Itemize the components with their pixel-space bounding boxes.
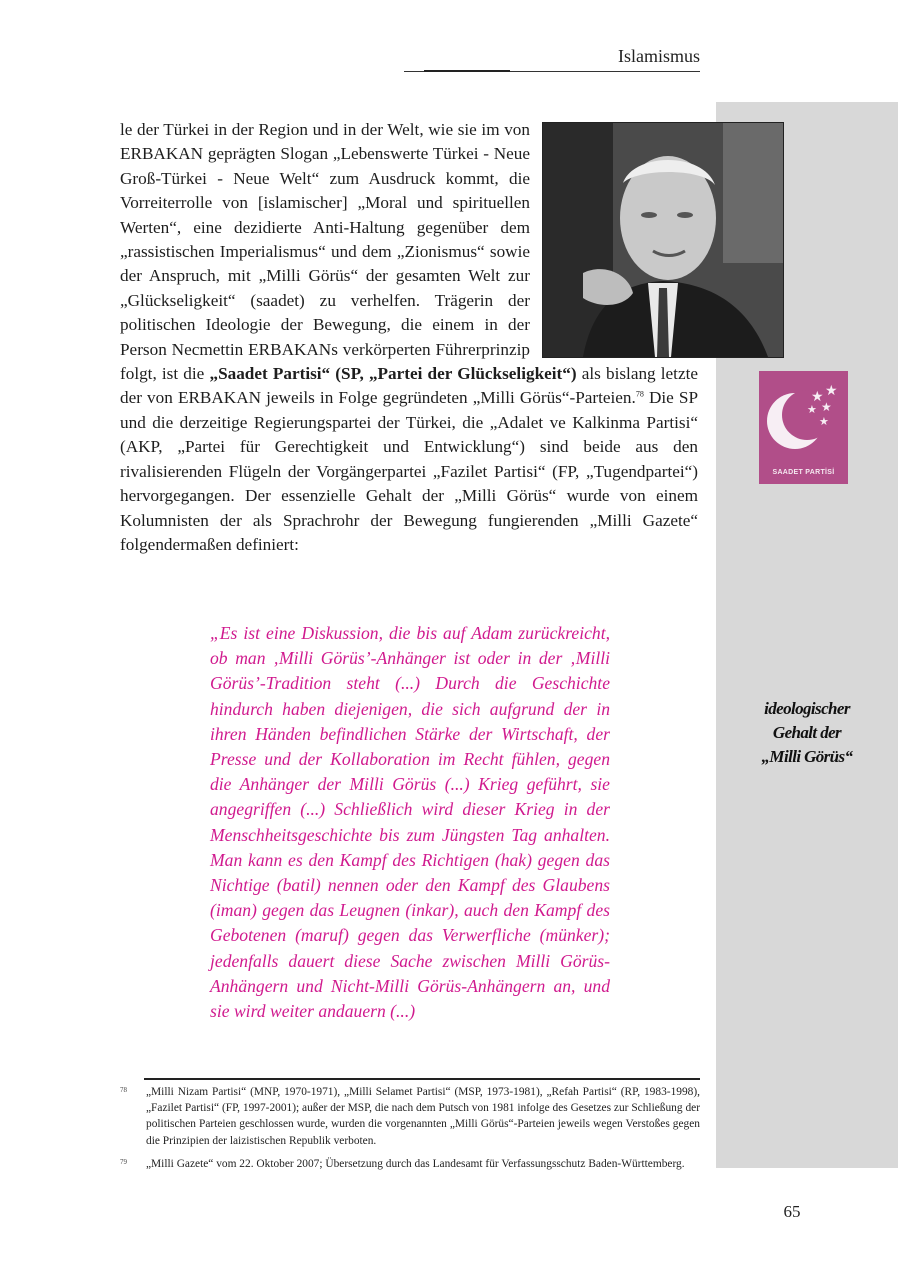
footnote-number: 79: [120, 1158, 127, 1166]
svg-text:★: ★: [825, 383, 838, 399]
body-text-part-3: Die SP und die derzeitige Regierungspartei der Türkei, die „Adalet ve Kalkinma Partisi“ (AKP, „Partei für Gerechtigkeit und Entwicklung“) sind beide aus den rivalisierenden Flügeln der Vorgängerpartei „Fazilet Partisi“ (FP, „Tugendpartei“) hervorgegangen. Der essenzielle Gehalt der „Milli Görüs“ wurde von einem Kolumnisten der als Sprachrohr der Bewegung fungierenden „Milli Gazete“ folgendermaßen definiert:: [120, 388, 698, 554]
footnote-number: 78: [120, 1086, 127, 1094]
svg-text:★: ★: [811, 389, 824, 405]
margin-note: [722, 697, 892, 769]
photo-wrap-space: [530, 118, 698, 362]
footnote-ref-78[interactable]: 78: [635, 389, 644, 399]
body-text-part-1: le der Türkei in der Region und in der Welt, wie sie im von ERBAKAN geprägten Slogan „Lebenswerte Türkei - Neue Groß-Türkei - Neue Welt“ zum Ausdruck kommt, die Vorreiterrolle von [islamischer] „Moral und spirituellen Werten“, eine dezidierte Anti-Haltung gegenüber dem „rassistischen Imperialismus“ und dem „Zionismus“ sowie der Anspruch, mit „Milli Görüs“ der gesamten Welt zur „Glückseligkeit“ (saadet) zu verhelfen. Trägerin der politischen Ideologie der Bewegung, die einem in der Person Necmettin ERBAKANs verkörperten Führerprinzip folgt, ist die: [120, 120, 530, 384]
crescent-stars-icon: [759, 371, 848, 461]
footnote-79: „Milli Gazete“ vom 22. Oktober 2007; Übersetzung durch das Landesamt für Verfassungsschutz Baden-Württemberg.: [146, 1158, 685, 1170]
page-number: 65: [783, 1202, 801, 1221]
svg-text:★: ★: [821, 400, 832, 414]
margin-note-line-1: ideologischer: [764, 699, 850, 718]
svg-text:★: ★: [807, 403, 817, 416]
footnote-rule: [144, 1078, 700, 1080]
margin-note-line-2: Gehalt der: [772, 723, 842, 742]
header-rule-accent: [424, 70, 510, 72]
logo-label: SAADET PARTİSİ: [772, 469, 835, 476]
block-quote: „Es ist eine Diskussion, die bis auf Adam zurückreicht, ob man ‚Milli Görüs’-Anhänger ist oder in der ‚Milli Görüs’-Tradition steht (...) Durch die Geschichte hindurch haben diejenigen, die sich aufgrund der in ihren Händen befindlichen Stärke der Wirtschaft, der Presse und der Kollaboration im Recht fühlen, gegen die Anhänger der Milli Görüs (...) Krieg geführt, sie angegriffen (...) Schließlich wird dieser Krieg in der Menschheitsgeschichte bis zum Jüngsten Tag anhalten. Man kann es den Kampf des Richtigen (hak) gegen das Nichtige (batil) nennen oder den Kampf des Glaubens (iman) gegen das Leugnen (inkar), auch den Kampf des Gebotenen (maruf) gegen das Verwerfliche (münker); jedenfalls dauert diese Sache zwischen Milli Görüs-Anhängern und Nicht-Milli Görüs-Anhängern an, und sie wird weiter andauern (...): [210, 623, 610, 1022]
saadet-party-logo: [759, 371, 848, 484]
body-paragraph: [120, 118, 698, 557]
running-header: Islamismus: [617, 46, 700, 66]
margin-note-line-3: „Milli Görüs“: [761, 747, 853, 766]
body-text-part-2: als bislang letzte der von ERBAKAN jeweils in Folge gegründeten „Milli Görüs“-Parteien.: [120, 364, 698, 408]
svg-text:★: ★: [819, 415, 829, 428]
footnote-78: „Milli Nizam Partisi“ (MNP, 1970-1971), „Milli Selamet Partisi“ (MSP, 1973-1981), „Refah Partisi“ (RP, 1983-1998), „Fazilet Partisi“ (FP, 1997-2001); außer der MSP, die nach dem Putsch von 1981 infolge des Gesetzes zur Schließung der politischen Parteien geschlossen wurde, wurden die vorgenannten „Milli Görüs“-Parteien jeweils wegen Verstoßes gegen die Prinzipien der laizistischen Republik verboten.: [146, 1086, 700, 1147]
body-text-bold: „Saadet Partisi“ (SP, „Partei der Glückseligkeit“): [209, 364, 577, 384]
